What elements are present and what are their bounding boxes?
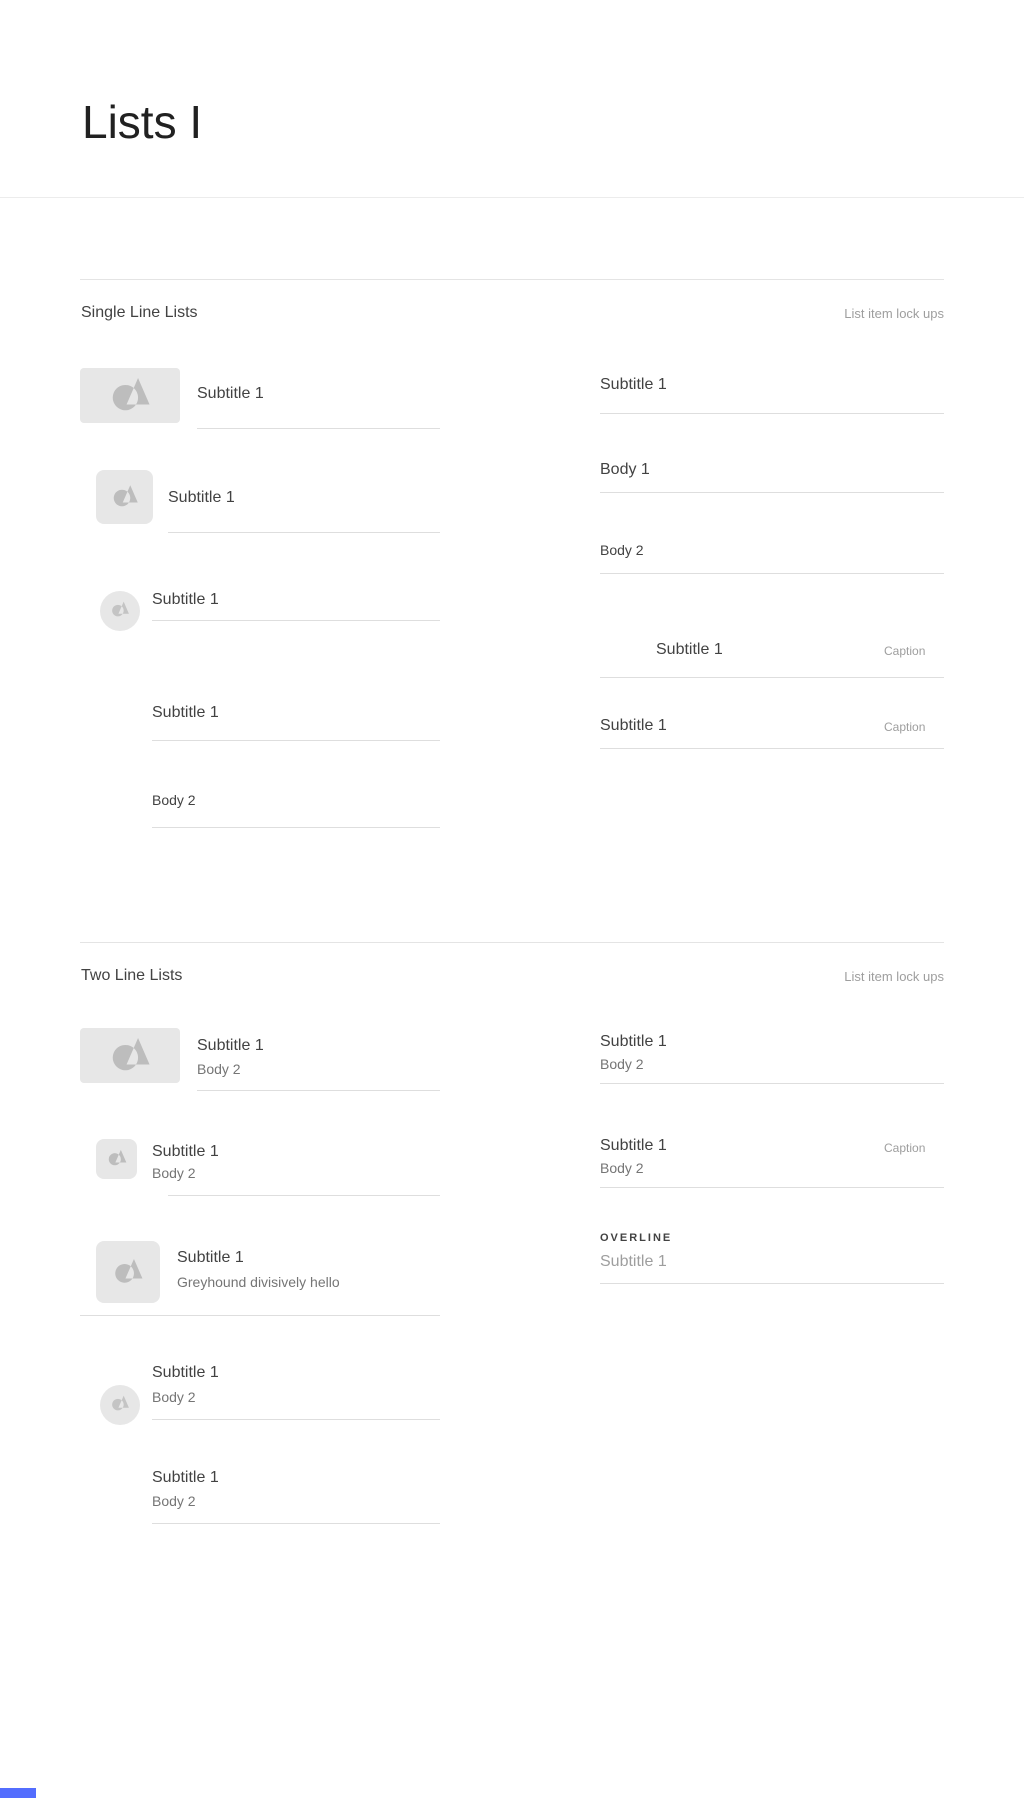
list-divider xyxy=(152,1523,440,1524)
list-divider xyxy=(197,1090,440,1091)
page-title: Lists I xyxy=(82,96,203,148)
list-divider xyxy=(80,1315,440,1316)
list-item-title: Subtitle 1 xyxy=(197,1037,264,1054)
list-item-body: Body 2 xyxy=(152,1389,196,1405)
list-item-title: Subtitle 1 xyxy=(152,591,219,608)
image-placeholder-icon xyxy=(109,480,141,515)
avatar-placeholder xyxy=(100,1385,140,1425)
list-divider xyxy=(600,748,944,749)
list-divider xyxy=(152,620,440,621)
section-heading-single-line: Single Line Lists xyxy=(81,304,198,321)
lockup-title: Subtitle 1 xyxy=(656,641,723,658)
header-divider xyxy=(0,197,1024,198)
lockup-caption: Caption xyxy=(884,720,926,734)
list-item-body: Greyhound divisively hello xyxy=(177,1274,340,1290)
lockup-title: Subtitle 1 xyxy=(600,1253,667,1270)
lockup-label: List item lock ups xyxy=(844,306,944,321)
image-placeholder-tile xyxy=(96,1139,137,1179)
list-item-title: Subtitle 1 xyxy=(152,704,219,721)
list-item-title: Subtitle 1 xyxy=(152,1364,219,1381)
list-divider xyxy=(168,532,440,533)
list-divider xyxy=(600,1283,944,1284)
list-divider xyxy=(600,677,944,678)
list-divider xyxy=(600,492,944,493)
image-placeholder-icon xyxy=(105,1146,129,1173)
list-divider xyxy=(197,428,440,429)
lockup-body: Body 2 xyxy=(600,1160,644,1176)
image-placeholder-icon xyxy=(109,1392,131,1418)
image-placeholder-icon xyxy=(103,1030,157,1081)
lockup-overline: OVERLINE xyxy=(600,1232,673,1244)
section-divider xyxy=(80,942,944,943)
list-divider xyxy=(600,1187,944,1188)
section-divider xyxy=(80,279,944,280)
list-divider xyxy=(600,1083,944,1084)
image-placeholder-tile xyxy=(96,1241,160,1303)
lockup-caption: Caption xyxy=(884,644,926,658)
list-divider xyxy=(168,1195,440,1196)
image-placeholder-tile xyxy=(80,1028,180,1083)
accent-bar xyxy=(0,1788,36,1798)
lockup-title: Body 2 xyxy=(600,542,644,558)
lockup-title: Subtitle 1 xyxy=(600,1137,667,1154)
list-item-body: Body 2 xyxy=(152,1493,196,1509)
list-divider xyxy=(152,740,440,741)
list-divider xyxy=(600,573,944,574)
section-heading-two-line: Two Line Lists xyxy=(81,967,183,984)
list-item-body: Body 2 xyxy=(152,1165,196,1181)
list-item-title: Subtitle 1 xyxy=(197,385,264,402)
lockup-title: Subtitle 1 xyxy=(600,376,667,393)
image-placeholder-tile xyxy=(80,368,180,423)
image-placeholder-icon xyxy=(109,598,131,624)
lockup-title: Body 1 xyxy=(600,461,650,478)
avatar-placeholder xyxy=(100,591,140,631)
list-item-title: Subtitle 1 xyxy=(168,489,235,506)
lockup-title: Subtitle 1 xyxy=(600,717,667,734)
image-placeholder-icon xyxy=(110,1253,146,1292)
list-item-title: Subtitle 1 xyxy=(152,1469,219,1486)
list-item-title: Subtitle 1 xyxy=(177,1249,244,1266)
lockup-body: Body 2 xyxy=(600,1056,644,1072)
lockup-caption: Caption xyxy=(884,1141,926,1155)
list-divider xyxy=(600,413,944,414)
lockup-label: List item lock ups xyxy=(844,969,944,984)
list-item-title: Body 2 xyxy=(152,792,196,808)
image-placeholder-tile xyxy=(96,470,153,524)
list-divider xyxy=(152,827,440,828)
list-divider xyxy=(152,1419,440,1420)
list-item-body: Body 2 xyxy=(197,1061,241,1077)
lockup-title: Subtitle 1 xyxy=(600,1033,667,1050)
image-placeholder-icon xyxy=(103,370,157,421)
list-item-title: Subtitle 1 xyxy=(152,1143,219,1160)
